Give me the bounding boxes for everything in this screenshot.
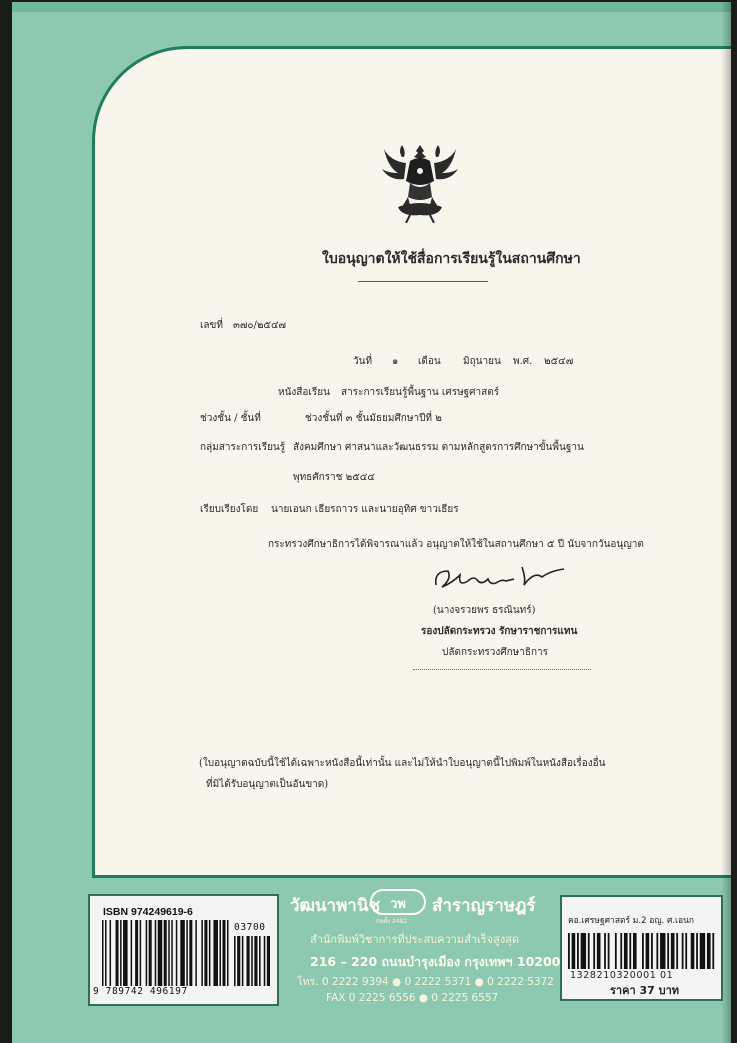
signer-position: รองปลัดกระทรวง รักษาราชการแทน — [421, 626, 578, 637]
publisher-logo-subtext: ก่อตั้ง 2482 — [376, 918, 408, 925]
signature-mark — [430, 557, 570, 597]
isbn-addon-digits: 03700 — [234, 922, 266, 933]
cover-top-edge — [12, 2, 731, 12]
isbn-barcode-box — [88, 894, 279, 1006]
license-number-value: ๓๗๐/๒๕๔๗ — [233, 320, 287, 331]
price-label: ราคา 37 บาท — [610, 984, 679, 997]
license-number-label: เลขที่ — [200, 320, 223, 331]
publisher-slogan: สำนักพิมพ์วิชาการที่ประสบความสำเร็จสูงสุด — [310, 933, 520, 946]
level-value: ช่วงชั้นที่ ๓ ชั้นมัธยมศึกษาปีที่ ๒ — [305, 413, 442, 424]
publisher-logo-icon — [370, 889, 426, 915]
certificate-title: ใบอนุญาตให้ใช้สื่อการเรียนรู้ในสถานศึกษา — [322, 251, 581, 267]
publisher-name-right: สำราญราษฎร์ — [432, 896, 536, 916]
signer-title: ปลัดกระทรวงศึกษาธิการ — [442, 647, 548, 658]
isbn-addon-barcode — [234, 936, 270, 986]
book-code: คอ.เศรษฐศาสตร์ ม.2 อญ. ศ.เอนก — [568, 916, 695, 926]
certificate-panel — [92, 46, 731, 878]
signer-name: (นางจรวยพร ธรณินทร์) — [433, 605, 536, 616]
date-year-value: ๒๕๔๗ — [544, 356, 574, 367]
date-month-value: มิถุนายน — [463, 356, 501, 367]
back-cover — [12, 2, 731, 1043]
date-day-label: วันที่ — [353, 356, 373, 367]
price-barcode — [568, 933, 716, 969]
approval-text: กระทรวงศึกษาธิการได้พิจารณาแล้ว อนุญาตให้ใช้ในสถานศึกษา ๕ ปี นับจากวันอนุญาต — [268, 539, 644, 550]
publisher-logo-text: วพ — [390, 897, 406, 912]
isbn-number: ISBN 974249619-6 — [103, 906, 193, 918]
footnote-line1: (ใบอนุญาตฉบับนี้ใช้ได้เฉพาะหนังสือนี้เท่านั้น และไม่ให้นำใบอนุญาตนี้ไปพิมพ์ในหนังสือเรื่องอื่น — [199, 758, 606, 769]
date-day-value: ๑ — [392, 356, 399, 367]
publisher-fax: FAX 0 2225 6556 ● 0 2225 6557 — [326, 992, 499, 1004]
isbn-barcode-digits: 9 789742 496197 — [93, 986, 188, 997]
cover-right-shadow — [721, 2, 731, 1043]
isbn-barcode — [102, 920, 230, 986]
subject-group-value: สังคมศึกษา ศาสนาและวัฒนธรรม ตามหลักสูตรการศึกษาขั้นพื้นฐาน — [293, 442, 584, 453]
book-value: สาระการเรียนรู้พื้นฐาน เศรษฐศาสตร์ — [341, 387, 500, 398]
footnote-line2: ที่มิได้รับอนุญาตเป็นอันขาด) — [206, 779, 329, 790]
curriculum-year: พุทธศักราช ๒๕๔๔ — [293, 472, 375, 483]
garuda-emblem-icon — [380, 141, 460, 223]
publisher-name-left: วัฒนาพานิช — [290, 896, 380, 916]
date-year-label: พ.ศ. — [513, 356, 533, 367]
signature-dotted-line — [413, 669, 591, 670]
book-label: หนังสือเรียน — [278, 387, 330, 398]
publisher-address: 216 – 220 ถนนบำรุงเมือง กรุงเทพฯ 10200 — [310, 954, 561, 969]
title-underline — [358, 281, 488, 282]
publisher-phones: โทร. 0 2222 9394 ● 0 2222 5371 ● 0 2222 5372 — [297, 976, 554, 988]
price-barcode-box — [560, 895, 723, 1001]
level-label: ช่วงชั้น / ชั้นที่ — [200, 413, 261, 424]
author-value: นายเอนก เธียรถาวร และนายอุทิศ ขาวเธียร — [271, 504, 459, 515]
date-month-label: เดือน — [418, 356, 441, 367]
subject-group-label: กลุ่มสาระการเรียนรู้ — [200, 442, 286, 453]
price-barcode-digits: 1328210320001 01 — [570, 970, 674, 981]
author-label: เรียบเรียงโดย — [200, 504, 259, 515]
